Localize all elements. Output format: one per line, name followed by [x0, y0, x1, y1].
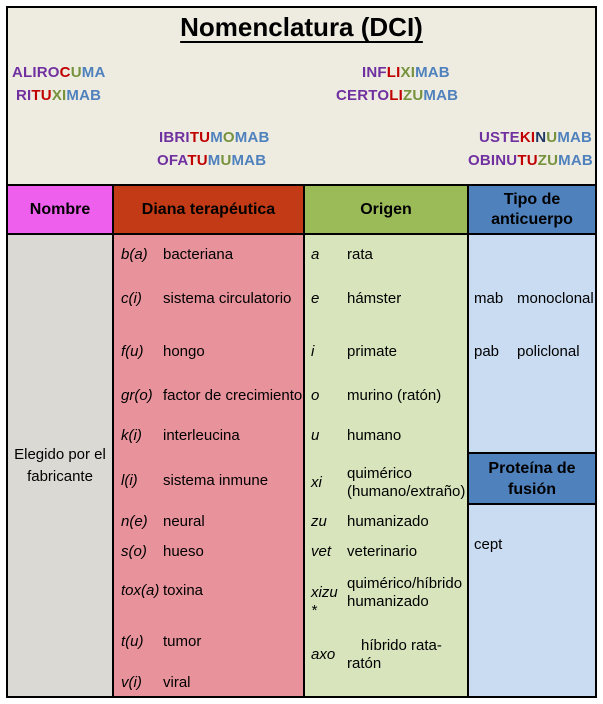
name-segment: MAB: [558, 152, 593, 169]
diana-row: [114, 290, 303, 308]
suffix-code: pab: [474, 343, 500, 360]
target-label: interleucina: [163, 427, 240, 444]
diana-row: [114, 427, 303, 445]
target-code: k(i): [121, 427, 142, 444]
header-origen: Origen: [305, 186, 467, 233]
name-segment: ALIRO: [12, 64, 60, 81]
origin-code: zu: [311, 513, 327, 530]
origen-row: [305, 387, 467, 405]
tipo-row: [469, 290, 595, 308]
diana-row: [114, 543, 303, 561]
drug-name-ibritumomab: [159, 129, 270, 146]
origen-row: [305, 290, 467, 308]
name-segment: M: [210, 129, 223, 146]
name-segment: TU: [517, 152, 538, 169]
name-segment: MAB: [231, 152, 267, 169]
origin-code: a: [311, 246, 320, 263]
name-segment: MAB: [234, 129, 270, 146]
name-segment: MAB: [557, 129, 593, 146]
drug-name-rituximab: [16, 87, 101, 104]
origin-code: e: [311, 290, 320, 307]
name-segment: RI: [16, 87, 32, 104]
target-code: gr(o): [121, 387, 153, 404]
name-segment: MAB: [66, 87, 102, 104]
name-segment: O: [222, 129, 235, 146]
origin-code: u: [311, 427, 320, 444]
origen-row: [305, 427, 467, 445]
target-code: t(u): [121, 633, 144, 650]
diana-row: [114, 246, 303, 264]
tipo-row: [469, 536, 595, 554]
column-origen: [305, 235, 467, 696]
name-segment: N: [535, 129, 547, 146]
origin-label-line2: (humano/extraño): [347, 483, 466, 500]
target-label: viral: [163, 674, 191, 691]
name-segment: U: [546, 129, 558, 146]
diana-row: [114, 387, 303, 405]
origin-code: xi: [311, 474, 322, 491]
origin-label: hámster: [347, 290, 402, 307]
suffix-code: cept: [474, 536, 503, 553]
column-nombre: [8, 235, 112, 696]
name-segment: LI: [386, 64, 401, 81]
name-segment: MAB: [415, 64, 450, 81]
top-section: [8, 8, 595, 184]
name-segment: OBINU: [468, 152, 518, 169]
target-label: neural: [163, 513, 205, 530]
target-code: s(o): [121, 543, 147, 560]
origen-row: [305, 465, 467, 501]
name-segment: U: [220, 152, 232, 169]
origin-code: axo: [311, 646, 336, 663]
drug-name-certolizumab: [336, 87, 458, 104]
nomenclature-table: [6, 6, 597, 698]
drug-name-alirocuma: [12, 64, 106, 81]
name-segment: IBRI: [159, 129, 190, 146]
target-code: c(i): [121, 290, 142, 307]
column-diana-terapeutica: [114, 235, 303, 696]
name-segment: INF: [362, 64, 387, 81]
target-code: n(e): [121, 513, 148, 530]
name-segment: ZU: [402, 87, 424, 104]
drug-name-ustekinumab: [479, 129, 592, 146]
diana-row: [114, 513, 303, 531]
diana-row: [114, 633, 303, 651]
target-code: v(i): [121, 674, 142, 691]
name-segment: ZU: [537, 152, 559, 169]
origin-label: humano: [347, 427, 402, 444]
fusion-protein-subheader: Proteína de fusión: [469, 452, 595, 505]
drug-name-obinutuzumab: [468, 152, 593, 169]
origin-label: veterinario: [347, 543, 418, 560]
name-segment: M: [207, 152, 221, 169]
header-diana-terapeutica: Diana terapéutica: [114, 186, 303, 233]
tipo-row: [469, 343, 595, 361]
nombre-body-text: Elegido por el fabricante: [14, 445, 106, 485]
name-segment: OFA: [157, 152, 188, 169]
origin-label: rata: [347, 246, 373, 263]
suffix-label: policlonal: [517, 343, 580, 360]
page-title: Nomenclatura (DCI): [180, 12, 423, 42]
name-segment: TU: [31, 87, 52, 104]
header-nombre: Nombre: [8, 186, 112, 233]
diana-row: [114, 472, 303, 490]
origen-row: [305, 513, 467, 531]
name-segment: LI: [389, 87, 403, 104]
suffix-code: mab: [474, 290, 504, 307]
origin-code: o: [311, 387, 320, 404]
name-segment: TU: [189, 129, 211, 146]
origin-label: humanizado: [347, 513, 429, 530]
name-segment: MA: [81, 64, 106, 81]
target-label: tumor: [163, 633, 202, 650]
origen-row: [305, 575, 467, 620]
origin-label-line1: quimérico/híbrido: [347, 575, 463, 592]
origen-row: [305, 343, 467, 361]
name-segment: U: [70, 64, 82, 81]
origin-label-line2: ratón: [347, 655, 382, 672]
origin-label-line1: híbrido rata-: [361, 637, 442, 654]
origen-row: [305, 637, 467, 673]
target-label: hueso: [163, 543, 204, 560]
origin-label: [347, 637, 442, 673]
origin-label-line1: quimérico: [347, 465, 413, 482]
drug-name-infliximab: [362, 64, 450, 81]
name-segment: CERTO: [336, 87, 390, 104]
header-tipo-anticuerpo: Tipo de anticuerpo: [469, 186, 595, 233]
target-label: factor de crecimiento: [163, 387, 303, 404]
table-body: [8, 235, 595, 696]
diana-row: [114, 674, 303, 692]
drug-name-ofatumumab: [157, 152, 266, 169]
name-segment: TU: [187, 152, 208, 169]
table-header-row: [8, 184, 595, 235]
origin-code: xizu *: [311, 584, 338, 619]
name-segment: XI: [51, 87, 67, 104]
column-tipo-anticuerpo: [469, 235, 595, 696]
target-label: bacteriana: [163, 246, 234, 263]
origin-label: [347, 575, 462, 611]
target-label: hongo: [163, 343, 205, 360]
diana-row: [114, 582, 303, 600]
target-code: f(u): [121, 343, 144, 360]
origin-code: i: [311, 343, 315, 360]
name-segment: MAB: [423, 87, 459, 104]
origen-row: [305, 543, 467, 561]
name-segment: KI: [519, 129, 536, 146]
target-code: b(a): [121, 246, 148, 263]
origin-label: primate: [347, 343, 398, 360]
name-segment: C: [59, 64, 71, 81]
origin-code: vet: [311, 543, 332, 560]
name-segment: XI: [400, 64, 416, 81]
origen-row: [305, 246, 467, 264]
name-segment: USTE: [479, 129, 520, 146]
origin-label: [347, 465, 465, 501]
target-code: l(i): [121, 472, 138, 489]
target-label: sistema inmune: [163, 472, 269, 489]
target-label: toxina: [163, 582, 204, 599]
target-label: sistema circulatorio: [163, 290, 292, 307]
origin-label-line2: humanizado: [347, 593, 429, 610]
target-code: tox(a): [121, 582, 160, 599]
origin-label: murino (ratón): [347, 387, 442, 404]
suffix-label: monoclonal: [517, 290, 594, 307]
diana-row: [114, 343, 303, 361]
